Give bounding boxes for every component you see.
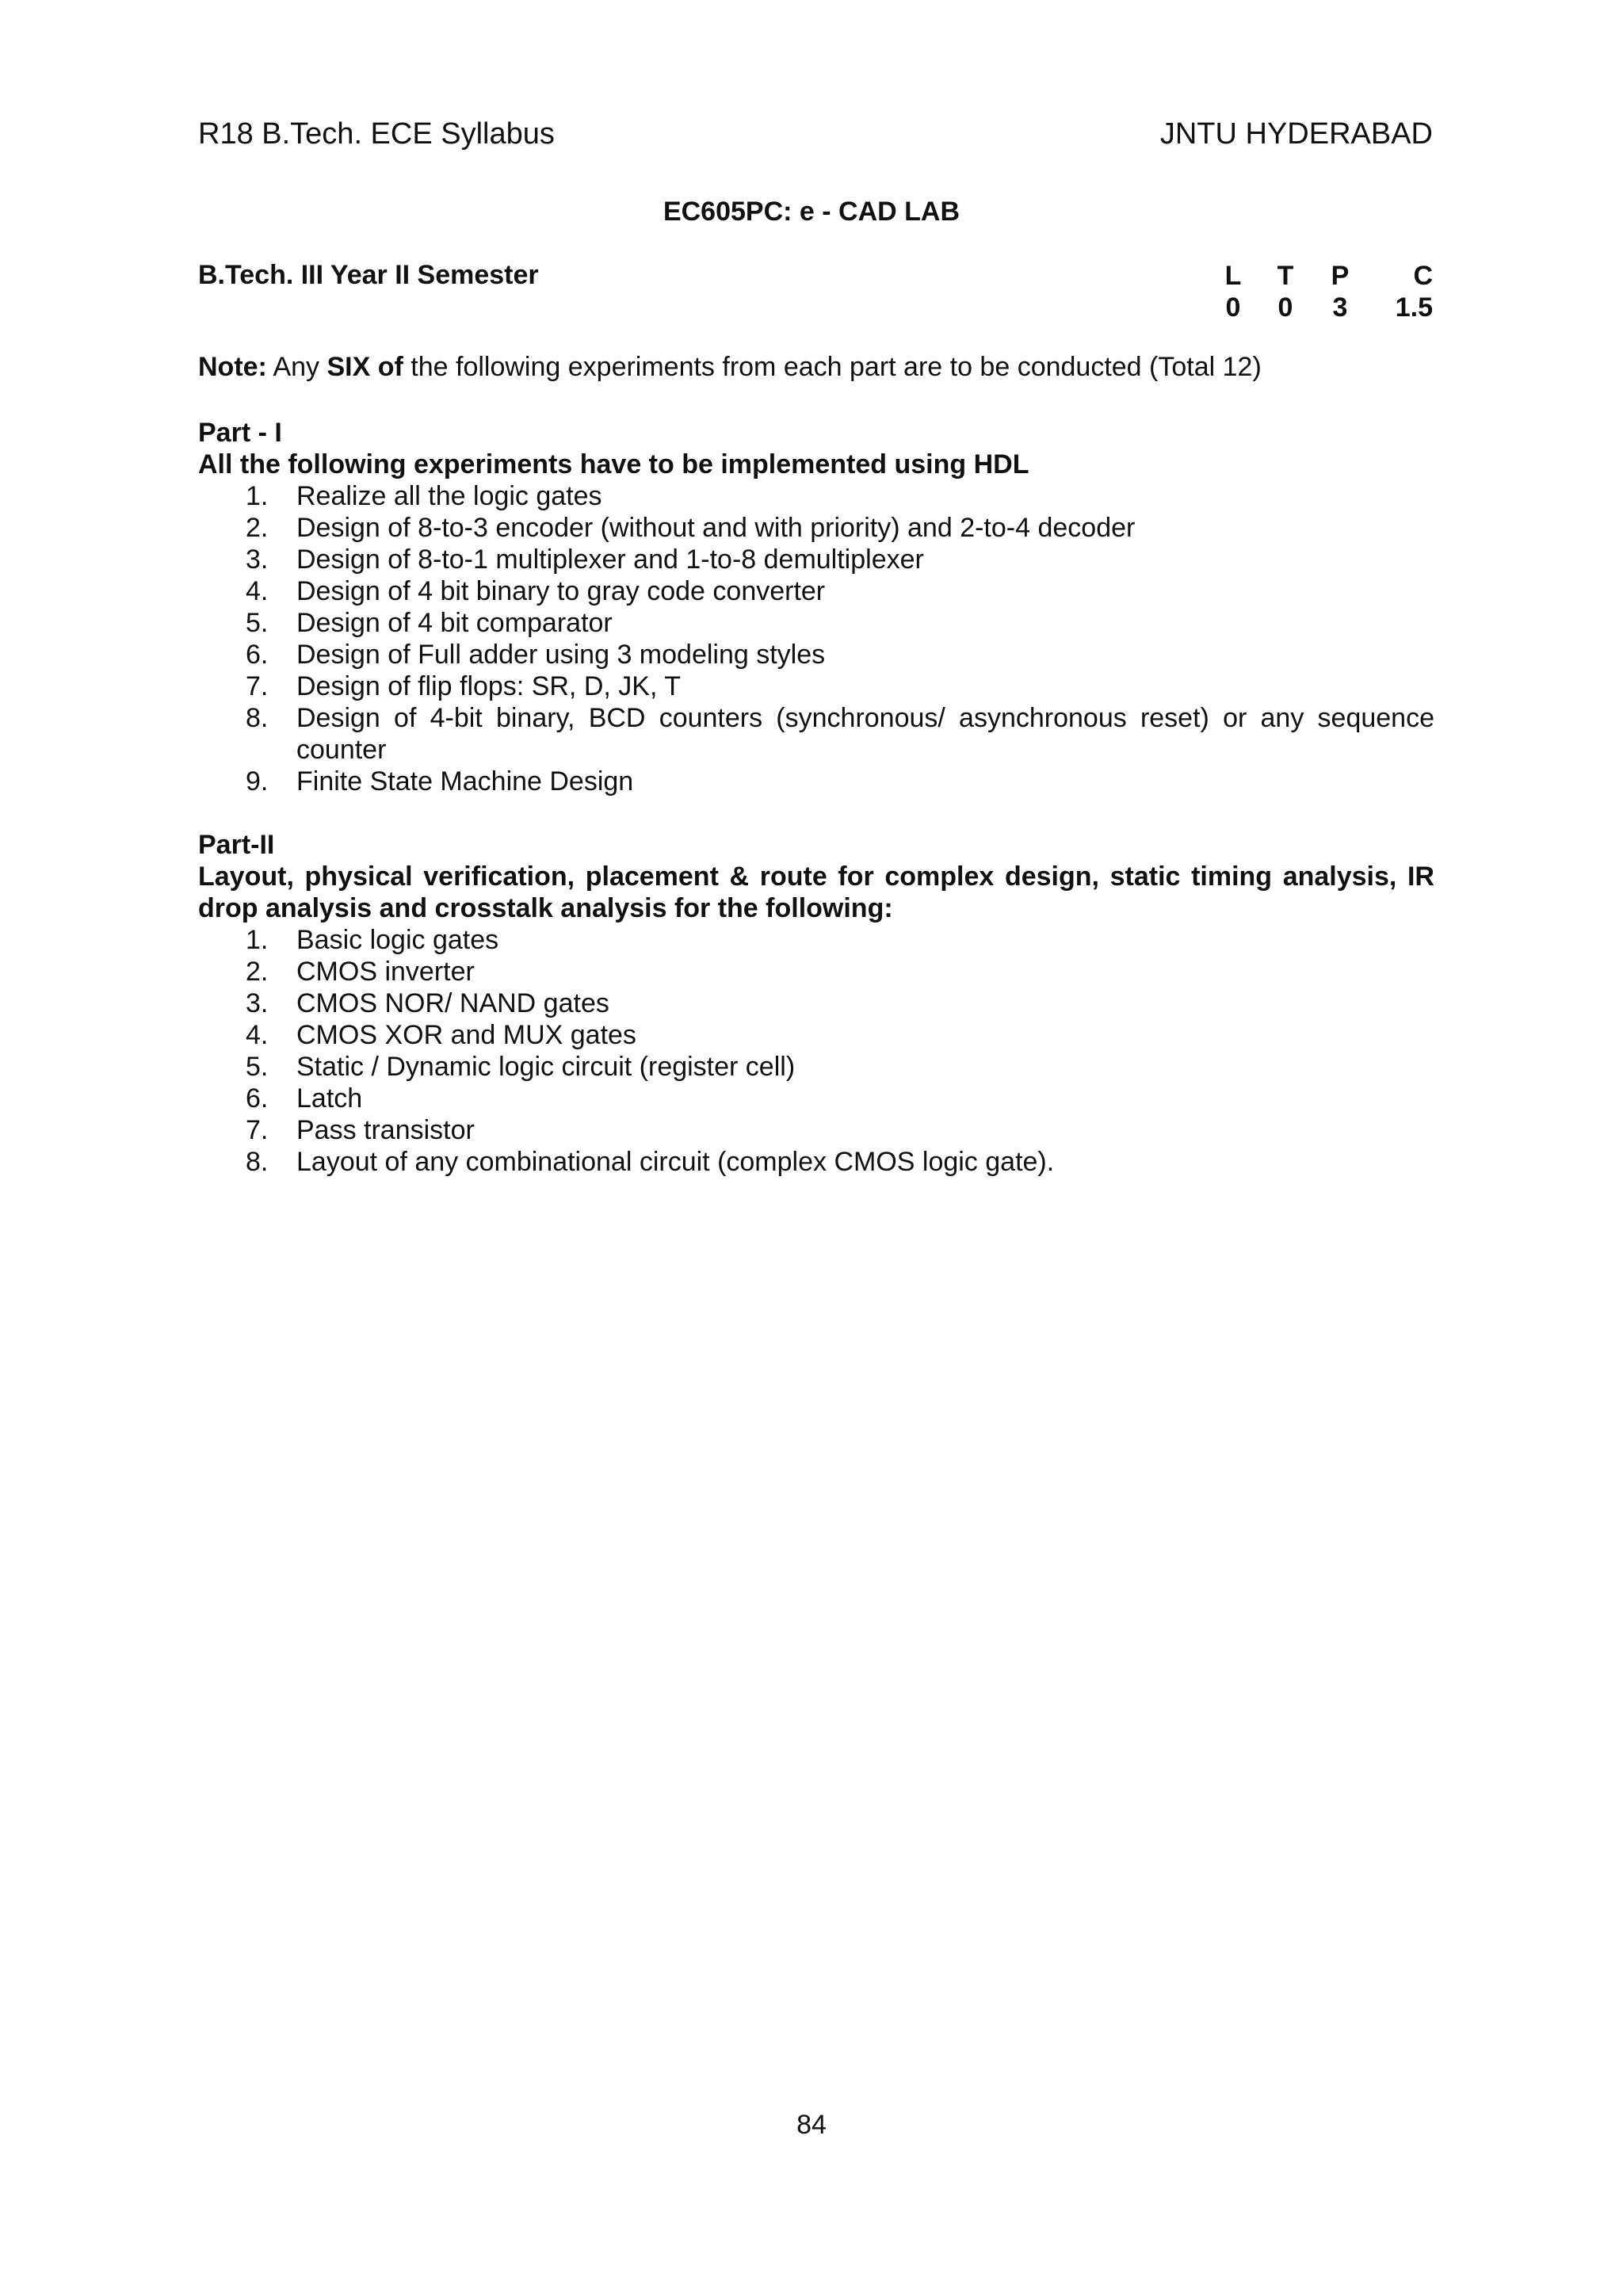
list-item-number: 5.: [246, 1052, 269, 1082]
list-item: [198, 1114, 1434, 1146]
list-item: [198, 1051, 1434, 1083]
list-item: [198, 988, 1434, 1019]
note-text-a: Any: [266, 352, 327, 382]
list-item-number: 3.: [246, 988, 269, 1018]
list-item-number: 9.: [246, 766, 269, 797]
semester-label: B.Tech. III Year II Semester: [198, 260, 539, 290]
list-item-text: Layout of any combinational circuit (complex CMOS logic gate).: [296, 1147, 1055, 1177]
header-left: R18 B.Tech. ECE Syllabus: [198, 117, 555, 151]
credit-value-c: 1.5: [1395, 292, 1433, 323]
part-2-list: [198, 924, 1434, 1178]
credit-label-p: P: [1331, 260, 1350, 291]
credit-label-c: C: [1413, 260, 1433, 291]
list-item-text: Design of 8-to-1 multiplexer and 1-to-8 demultiplexer: [296, 544, 924, 575]
part-1-section: [198, 417, 1434, 797]
credit-value-t: 0: [1277, 292, 1293, 323]
list-item: [198, 575, 1434, 607]
list-item-number: 6.: [246, 640, 269, 670]
note-label: Note:: [198, 352, 267, 382]
list-item-text: Pass transistor: [296, 1115, 475, 1145]
list-item: [198, 766, 1434, 797]
credit-value-p: 3: [1332, 292, 1348, 323]
list-item-text: Design of flip flops: SR, D, JK, T: [296, 671, 681, 701]
credits-labels-row: [1209, 260, 1433, 292]
list-item-text: CMOS XOR and MUX gates: [296, 1020, 636, 1050]
list-item-number: 3.: [246, 544, 269, 575]
list-item-number: 8.: [246, 703, 269, 733]
list-item-number: 7.: [246, 1115, 269, 1145]
course-title: EC605PC: e - CAD LAB: [663, 197, 960, 227]
list-item: [198, 1019, 1434, 1051]
credit-label-t: T: [1277, 260, 1294, 291]
list-item-text: Design of 8-to-3 encoder (without and with priority) and 2-to-4 decoder: [296, 513, 1136, 543]
list-item: [198, 924, 1434, 956]
list-item-number: 5.: [246, 608, 269, 638]
list-item-text: Design of 4-bit binary, BCD counters (synchronous/ asynchronous reset) or any sequence counter: [296, 703, 1434, 765]
list-item: [198, 702, 1434, 766]
list-item: [198, 670, 1434, 702]
note-text-b: the following experiments from each part are to be conducted (Total 12): [403, 352, 1262, 382]
list-item-text: Latch: [296, 1083, 363, 1114]
part-2-intro: Layout, physical verification, placement & route for complex design, static timing analysis, IR drop analysis and crosstalk analysis for the following:: [198, 861, 1434, 923]
credits-values-row: [1209, 292, 1433, 323]
list-item-text: Realize all the logic gates: [296, 481, 602, 511]
part-1-heading: Part - I: [198, 418, 282, 448]
list-item: [198, 607, 1434, 639]
note-emphasis: SIX of: [327, 352, 403, 382]
list-item: [198, 480, 1434, 512]
list-item-number: 2.: [246, 957, 269, 987]
list-item-number: 6.: [246, 1083, 269, 1114]
credit-value-l: 0: [1225, 292, 1241, 323]
list-item-text: Static / Dynamic logic circuit (register cell): [296, 1052, 796, 1082]
list-item: [198, 544, 1434, 575]
list-item-number: 1.: [246, 925, 269, 955]
header-right: JNTU HYDERABAD: [1159, 117, 1433, 151]
part-1-list: [198, 480, 1434, 797]
credit-label-l: L: [1224, 260, 1242, 291]
list-item-number: 4.: [246, 576, 269, 606]
part-1-intro: All the following experiments have to be implemented using HDL: [198, 449, 1029, 479]
list-item-number: 2.: [246, 513, 269, 543]
list-item-text: Basic logic gates: [296, 925, 499, 955]
credits-table: [1209, 260, 1433, 323]
list-item: [198, 512, 1434, 544]
part-2-heading: Part-II: [198, 830, 275, 860]
list-item-number: 7.: [246, 671, 269, 701]
list-item-number: 1.: [246, 481, 269, 511]
list-item-text: CMOS inverter: [296, 957, 475, 987]
list-item-number: 4.: [246, 1020, 269, 1050]
list-item: [198, 639, 1434, 670]
part-2-section: [198, 829, 1434, 1178]
list-item-text: CMOS NOR/ NAND gates: [296, 988, 609, 1018]
list-item: [198, 1146, 1434, 1178]
list-item: [198, 1083, 1434, 1114]
list-item-number: 8.: [246, 1147, 269, 1177]
page-number: 84: [796, 2110, 827, 2140]
list-item-text: Design of Full adder using 3 modeling styles: [296, 640, 826, 670]
list-item-text: Design of 4 bit comparator: [296, 608, 613, 638]
note-paragraph: [198, 352, 1262, 383]
list-item-text: Design of 4 bit binary to gray code converter: [296, 576, 826, 606]
list-item: [198, 956, 1434, 988]
list-item-text: Finite State Machine Design: [296, 766, 634, 797]
